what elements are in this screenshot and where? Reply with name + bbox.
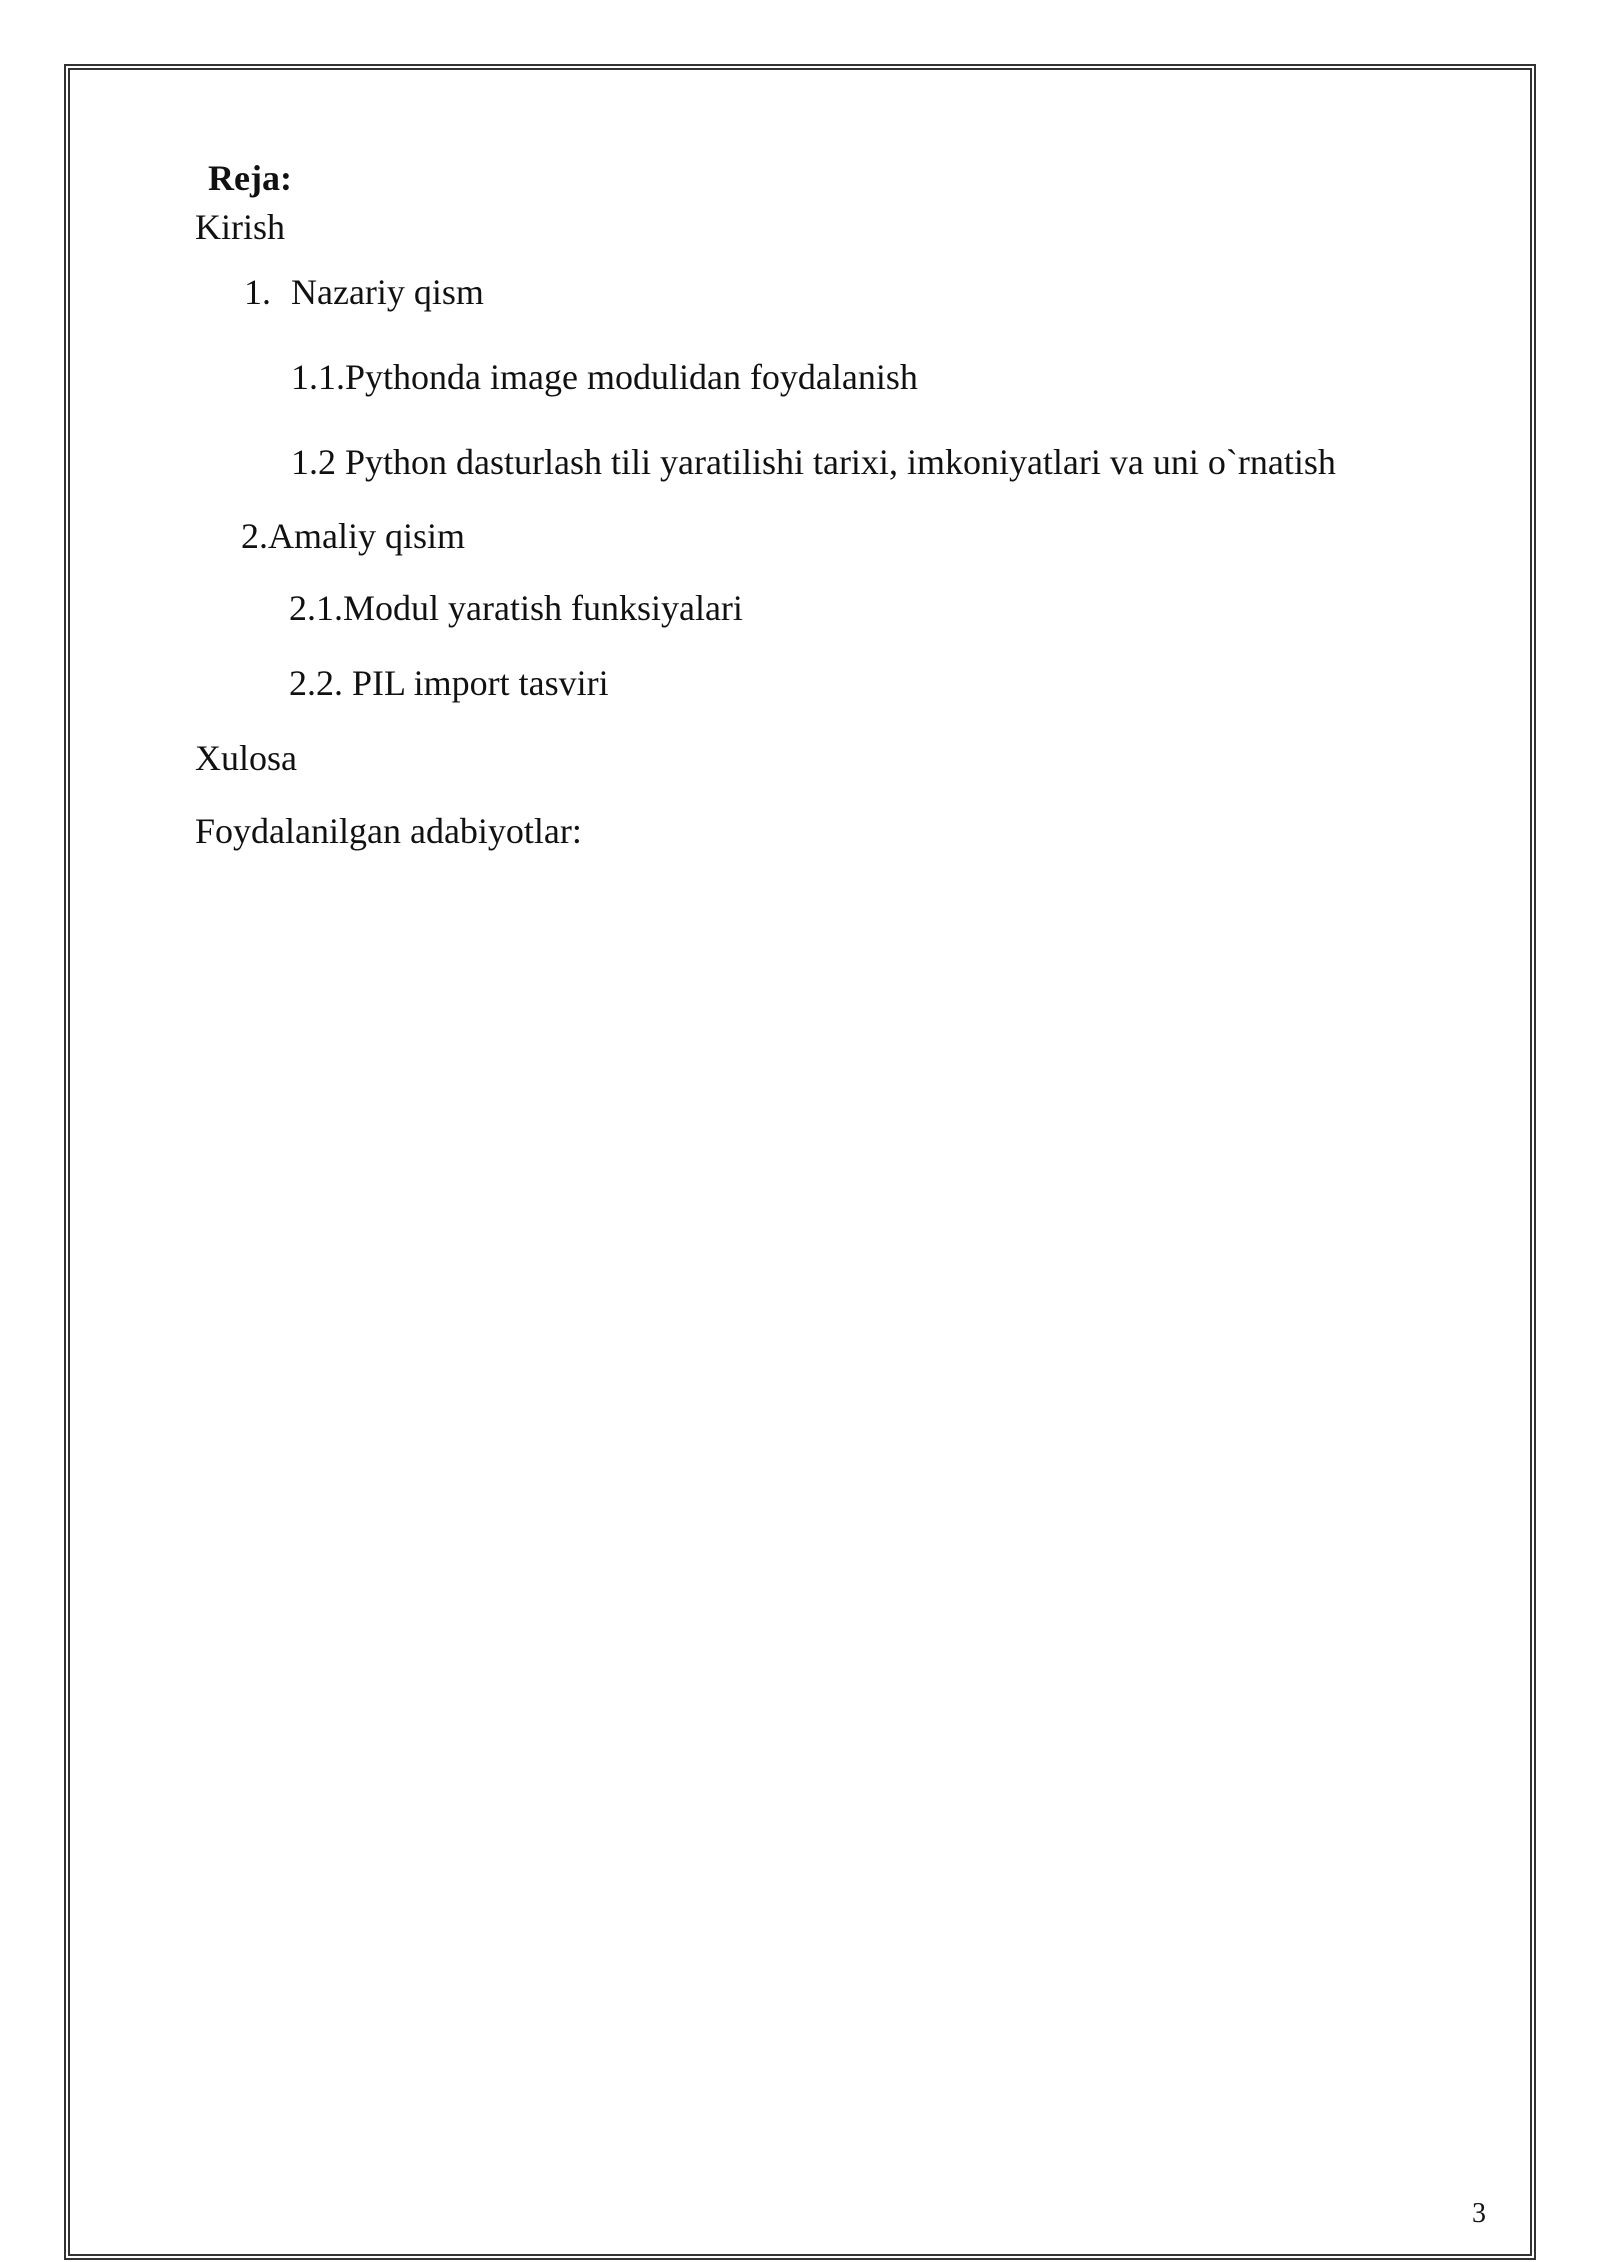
toc-item-1-2: 1.2 Python dasturlash tili yaratilishi tarixi, imkoniyatlari va uni o`rnatish	[291, 442, 1336, 482]
page-number: 3	[1472, 2198, 1486, 2229]
toc-item-1-1: 1.1.Pythonda image modulidan foydalanish	[291, 357, 918, 397]
toc-item-theoretical-part: Nazariy qism	[291, 272, 484, 312]
toc-item-conclusion: Xulosa	[195, 738, 297, 778]
toc-item-introduction: Kirish	[195, 207, 285, 247]
toc-item-practical-part: 2.Amaliy qisim	[241, 516, 465, 556]
plan-heading: Reja:	[208, 158, 292, 198]
toc-item-2-1: 2.1.Modul yaratish funksiyalari	[289, 588, 743, 628]
toc-item-2-2: 2.2. PIL import tasviri	[289, 663, 609, 703]
toc-item-1-number: 1.	[244, 272, 271, 312]
toc-item-references: Foydalanilgan adabiyotlar:	[195, 811, 582, 851]
